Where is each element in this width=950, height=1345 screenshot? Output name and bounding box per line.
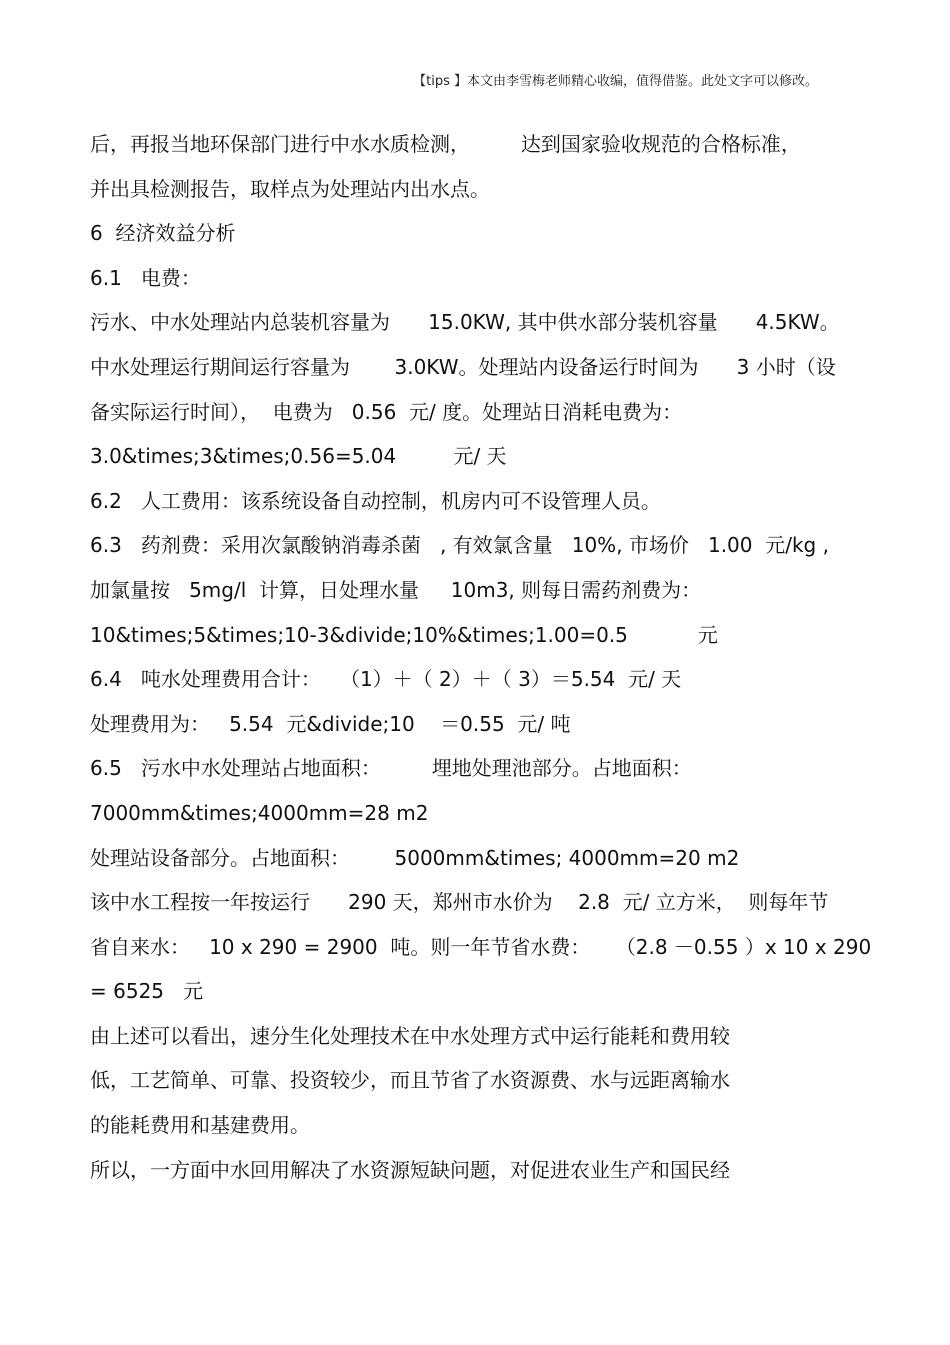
body-line: 后，再报当地环保部门进行中水水质检测， 达到国家验收规范的合格标准， [90, 132, 801, 156]
body-line: 并出具检测报告，取样点为处理站内出水点。 [90, 176, 490, 201]
formula-line: 处理费用为： 5.54 元&divide;10 ＝0.55 元/ 吨 [90, 711, 571, 736]
body-line: 低，工艺简单、可靠、投资较少，而且节省了水资源费、水与远距离输水 [90, 1068, 730, 1093]
body-line: 污水、中水处理站内总装机容量为 15.0KW, 其中供水部分装机容量 4.5KW。 [90, 310, 840, 335]
body-line: 省自来水： 10 x 290 = 2900 吨。则一年节省水费： （2.8 －0.55 ）x 10 x 290 [90, 934, 872, 959]
formula-line: 3.0&times;3&times;0.56=5.04 元/ 天 [90, 444, 507, 469]
subsection-heading: 6.4 吨水处理费用合计： （1）＋（ 2）＋（ 3）＝5.54 元/ 天 [90, 667, 682, 692]
body-line: 所以，一方面中水回用解决了水资源短缺问题，对促进农业生产和国民经 [90, 1157, 730, 1182]
body-line: 处理站设备部分。占地面积： 5000mm&times; 4000mm=20 m2 [90, 845, 740, 870]
tips-header: 【tips 】本文由李雪梅老师精心收编，值得借鉴。此处文字可以修改。 [413, 74, 818, 89]
body-line: = 6525 元 [90, 979, 204, 1004]
body-line: 由上述可以看出，速分生化处理技术在中水处理方式中运行能耗和费用较 [90, 1023, 730, 1048]
body-line: 的能耗费用和基建费用。 [90, 1113, 310, 1138]
body-line: 备实际运行时间）， 电费为 0.56 元/ 度。处理站日消耗电费为： [90, 399, 683, 424]
body-line: 中水处理运行期间运行容量为 3.0KW。处理站内设备运行时间为 3 小时（设 [90, 354, 836, 379]
section-heading: 6 经济效益分析 [90, 221, 236, 246]
subsection-heading: 6.1 电费： [90, 265, 201, 290]
subsection-heading: 6.5 污水中水处理站占地面积： 埋地处理池部分。占地面积： [90, 756, 692, 781]
body-line: 该中水工程按一年按运行 290 天，郑州市水价为 2.8 元/ 立方米， 则每年节 [90, 890, 829, 915]
subsection-heading: 6.2 人工费用：该系统设备自动控制，机房内可不设管理人员。 [90, 488, 661, 513]
subsection-heading: 6.3 药剂费：采用次氯酸钠消毒杀菌 , 有效氯含量 10%, 市场价 1.00 元/kg , [90, 533, 829, 558]
document-body [90, 122, 880, 1192]
formula-line: 10&times;5&times;10-3&divide;10%&times;1.00=0.5 元 [90, 622, 718, 647]
formula-line: 7000mm&times;4000mm=28 m2 [90, 800, 429, 825]
body-line: 加氯量按 5mg/l 计算，日处理水量 10m3, 则每日需药剂费为： [90, 577, 702, 602]
